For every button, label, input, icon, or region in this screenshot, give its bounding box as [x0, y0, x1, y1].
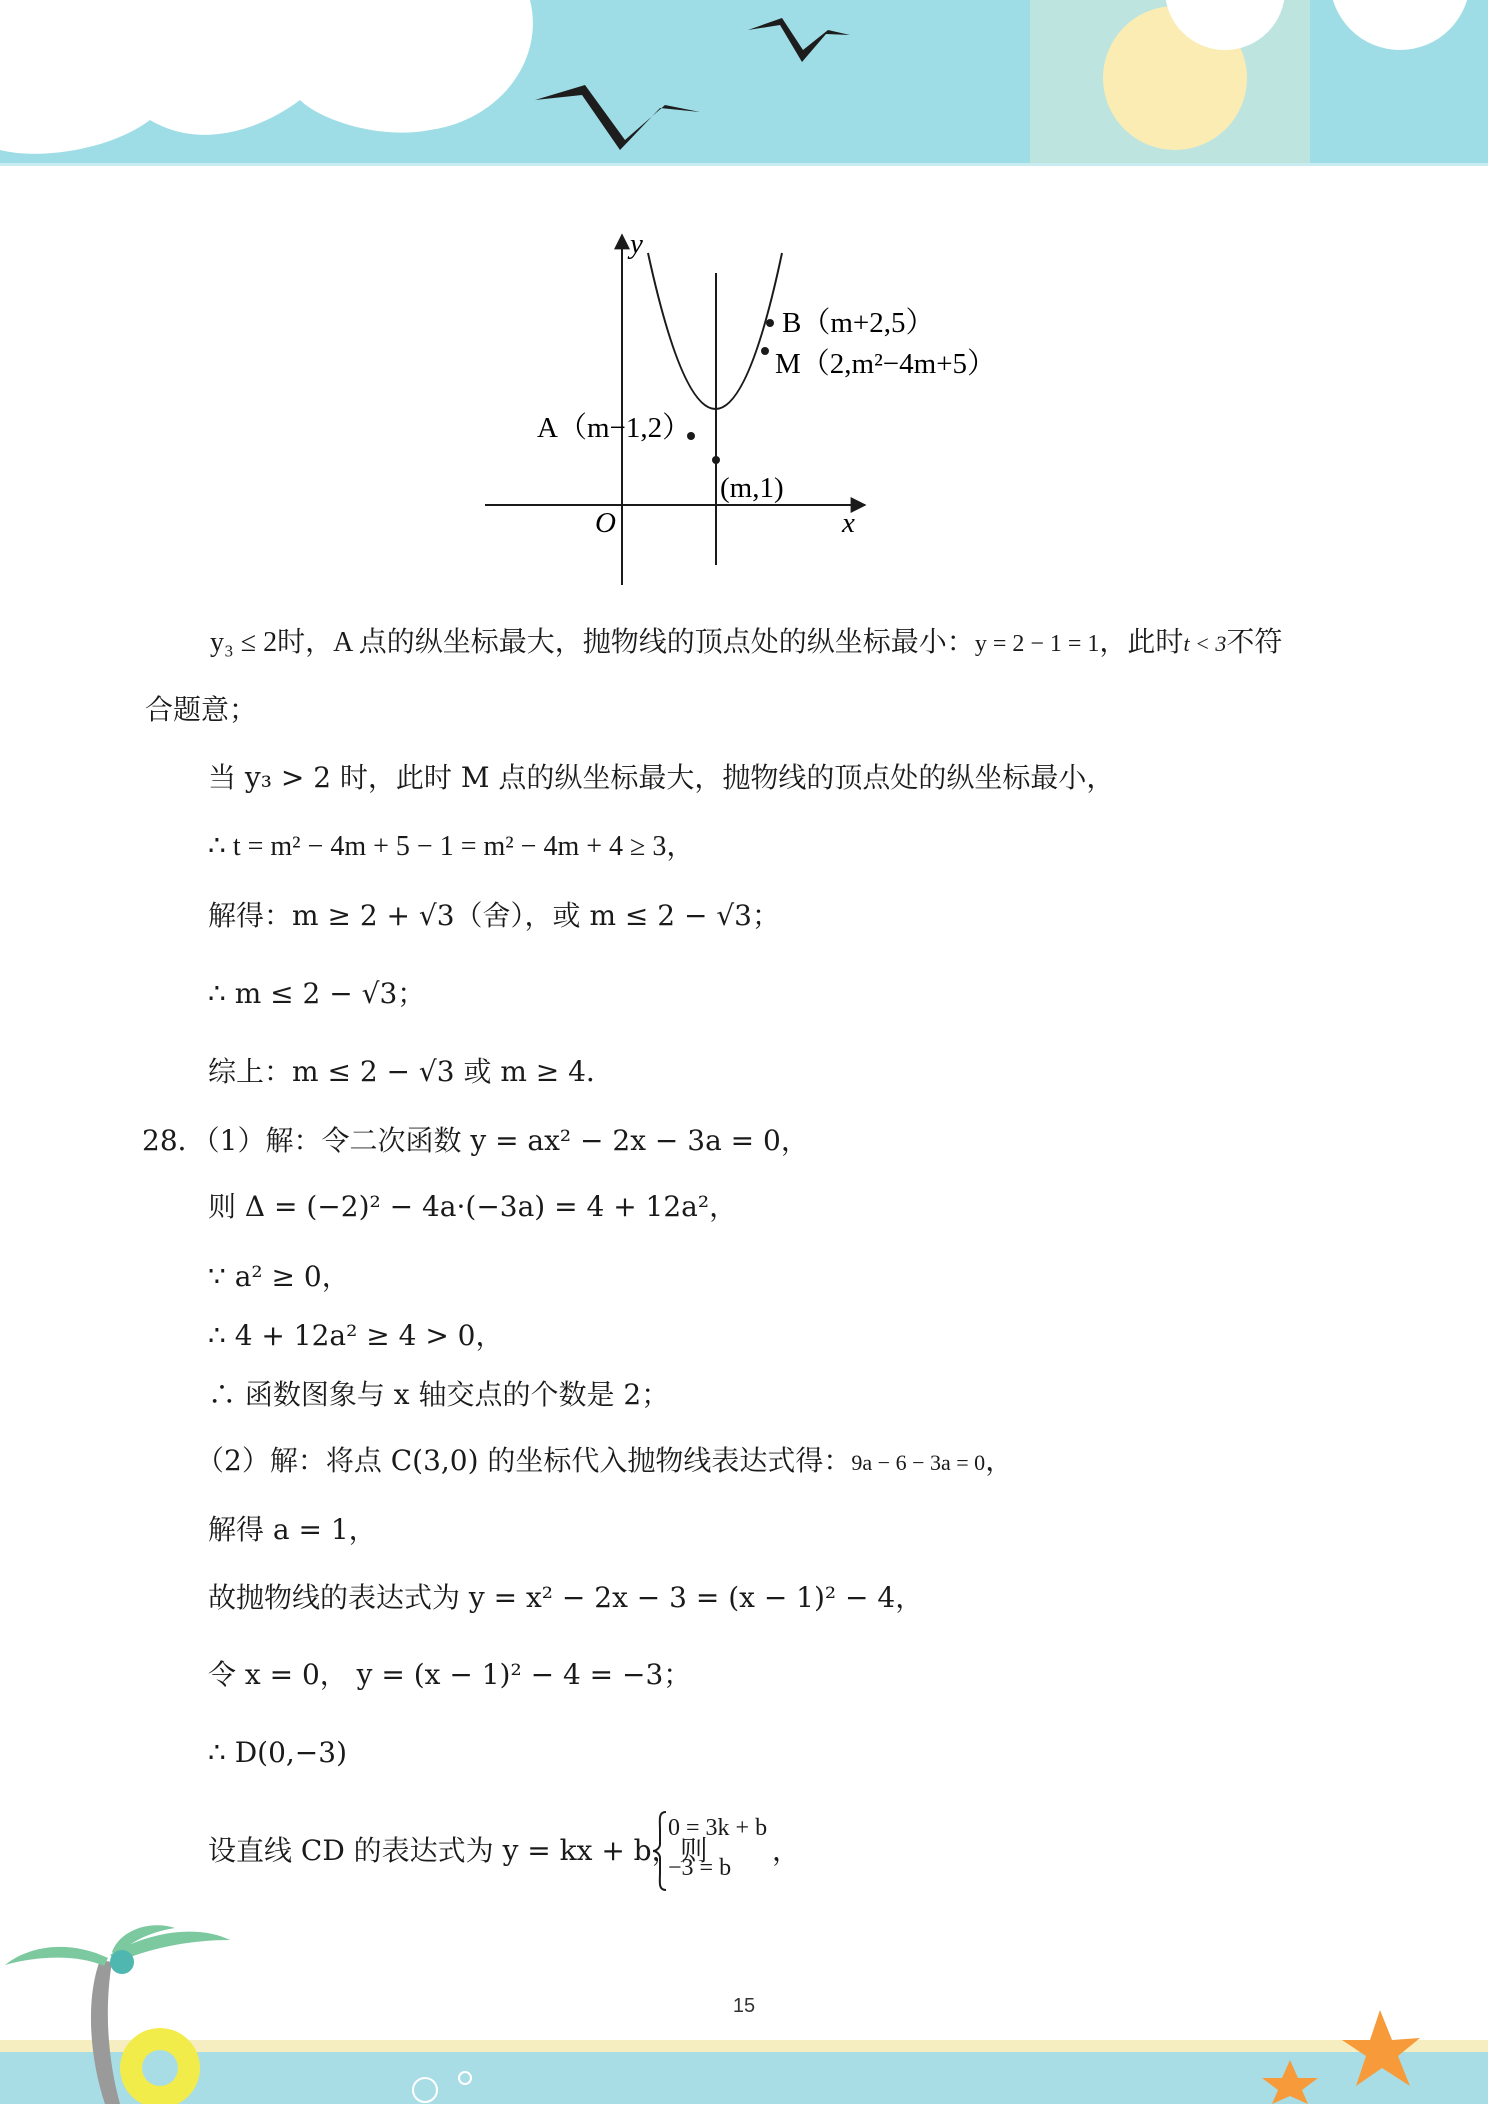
- system-row-2: −3 = b: [668, 1855, 732, 1881]
- line-6: ∴ m ≤ 2 − √3；: [208, 977, 426, 1010]
- sand-band: [0, 2040, 1488, 2052]
- line-18: 设直线 CD 的表达式为 y = kx + b，则: [208, 1834, 708, 1867]
- point-b-label: B（m+2,5）: [782, 307, 935, 339]
- l1-math-d: t < 3: [1183, 631, 1227, 656]
- line-8: 28．（1）解：令二次函数 y = ax² − 2x − 3a = 0，: [142, 1124, 809, 1157]
- line-2: 合题意；: [145, 693, 258, 726]
- header-divider: [0, 163, 1488, 166]
- line-11: ∴ 4 + 12a² ≥ 4 > 0，: [208, 1319, 504, 1352]
- point-a-label: A（m−1,2）: [537, 412, 692, 444]
- header-banner: [0, 0, 1488, 168]
- line-4: ∴ t = m² − 4m + 5 − 1 = m² − 4m + 4 ≥ 3，: [208, 831, 695, 862]
- equation-brace: [650, 1810, 670, 1892]
- line-1: [210, 622, 1282, 664]
- line-3: 当 y₃ > 2 时，此时 M 点的纵坐标最大，抛物线的顶点处的纵坐标最小，: [208, 761, 1115, 794]
- vertex-label: (m,1): [720, 472, 784, 504]
- l13-text-c: ，: [985, 1444, 1014, 1477]
- line-15: 故抛物线的表达式为 y = x² − 2x − 3 = (x − 1)² − 4，: [208, 1581, 924, 1614]
- line-14: 解得 a = 1，: [208, 1513, 377, 1546]
- l1-text-e: 不符: [1226, 625, 1283, 658]
- line-13: [196, 1441, 1013, 1483]
- line-16: 令 x = 0， y = (x − 1)² − 4 = −3；: [208, 1658, 692, 1691]
- coconut: [110, 1950, 134, 1974]
- l1-text-a: y₃ ≤ 2时，A 点的纵坐标最大，抛物线的顶点处的纵坐标最小：: [210, 627, 975, 658]
- l13-math-b: 9a − 6 − 3a = 0: [851, 1450, 986, 1475]
- line-7: 综上：m ≤ 2 − √3 或 m ≥ 4．: [208, 1055, 614, 1088]
- x-axis-label: x: [842, 507, 855, 539]
- l1-text-c: ，此时: [1099, 625, 1184, 658]
- y-axis-label: y: [630, 228, 643, 260]
- line-10: ∵ a² ≥ 0，: [208, 1260, 350, 1293]
- line-17: ∴ D(0,−3): [208, 1736, 348, 1769]
- float-ring-hole: [142, 2050, 178, 2086]
- point-m-dot: [761, 347, 769, 355]
- line-18-end: ，: [772, 1834, 801, 1867]
- system-row-1: 0 = 3k + b: [668, 1815, 768, 1841]
- vertex-dot: [712, 456, 720, 464]
- line-9: 则 Δ = (−2)² − 4a·(−3a) = 4 + 12a²，: [208, 1190, 738, 1223]
- parabola-figure: [470, 225, 1010, 595]
- page-number: 15: [732, 1995, 756, 2017]
- line-5: 解得：m ≥ 2 + √3（舍），或 m ≤ 2 − √3；: [208, 899, 780, 932]
- l13-text-a: （2）解：将点 C(3,0) 的坐标代入抛物线表达式得：: [196, 1444, 852, 1477]
- line-12: ∴ 函数图象与 x 轴交点的个数是 2；: [208, 1378, 670, 1411]
- point-b-dot: [766, 319, 774, 327]
- point-m-label: M（2,m²−4m+5）: [775, 348, 997, 380]
- l1-math-b: y = 2 − 1 = 1: [974, 631, 1100, 657]
- origin-label: O: [595, 507, 616, 539]
